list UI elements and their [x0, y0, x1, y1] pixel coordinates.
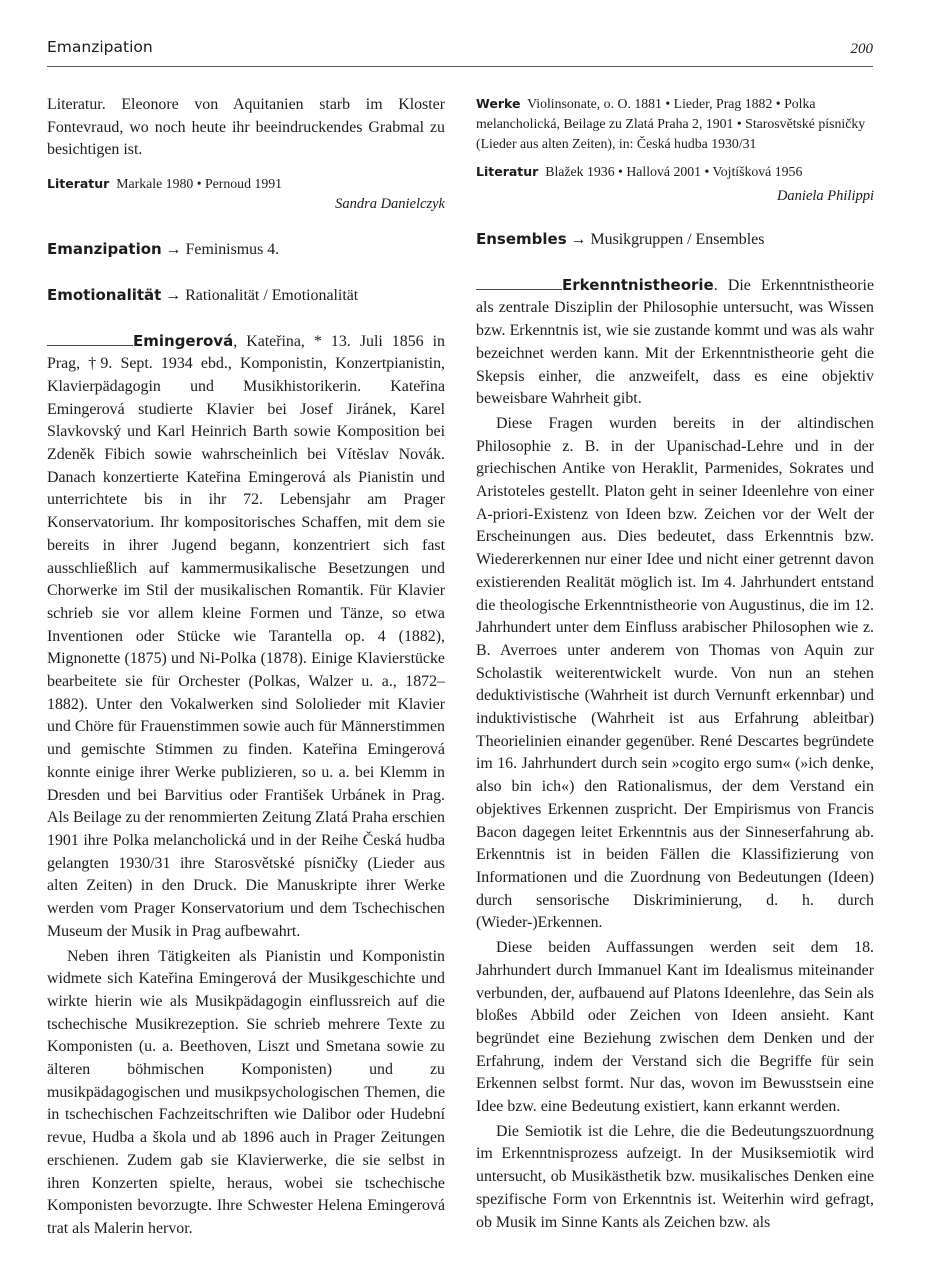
- entry-paragraph: Diese Fragen wurden bereits in der altindischen Philosophie z. B. in der Upanischad-Lehre und in der griechischen Antike von Heraklit, Parmenides, Sokrates und Aristoteles gestellt. Platon geht in seiner Ideenlehre von einer A-priori-Existenz von Ideen bzw. Zeichen vor der Welt der Erscheinungen aus. Dies bedeutet, dass Erkenntnis bzw. Wiedererkennen nur einer Idee und nicht einer getrennt davon existierenden Realität möglich ist. Im 4. Jahrhundert entstand die theologische Erkenntnistheorie von Augustinus, die im 12. Jahrhundert unter dem Einfluss arabischer Philosophen wie z. B. Averroes unter anderem von Thomas von Aquin zur Scholastik weiterentwickelt wurde. Von nun an stehen deduktivistische (Wahrheit ist durch Vernunft erkennbar) und induktivistische (Wahrheit ist aus Erfahrung ableitbar) Theorielinien einander gegenüber. René Descartes begründete im 16. Jahrhundert durch sein »cogito ergo sum« (»ich denke, also bin ich«) den Rationalismus, der dem Verstand ein objektives Erkennen zuspricht. Der Empirismus von Francis Bacon dagegen leitet Erkenntnis aus der Sinneserfahrung ab. Erkenntnis ist in beiden Fällen die Klassifizierung von Informationen und die Zuordnung von Bedeutungen (Ideen) durch sensorische Diskriminierung, d. h. durch (Wieder-)Erkennen.: [476, 414, 874, 932]
- entry-text: . Die Erkenntnistheorie als zentrale Disziplin der Philosophie untersucht, was Wissen bzw. Erkenntnis ist, wie sie zustande kommt und was als wahr bezeichnet werden kann. Mit der Erkenntnistheorie geht die Skepsis einher, die anzweifelt, dass es eine objektiv beweisbare Wahrheit gibt.: [476, 276, 874, 408]
- entry-paragraph: [47, 330, 445, 944]
- article-author: Daniela Philippi: [776, 188, 874, 204]
- cross-reference: [47, 238, 445, 262]
- works-line: [476, 94, 874, 154]
- entry-lead-rule: [47, 345, 133, 346]
- cross-reference: [476, 228, 874, 252]
- header-rule: [47, 66, 873, 67]
- entry-lead-rule: [476, 289, 562, 290]
- entry-headword: Erkenntnistheorie: [562, 275, 714, 294]
- right-column: [476, 94, 874, 1234]
- xref-headword: Ensembles: [476, 230, 567, 248]
- entry-paragraph: Die Semiotik ist die Lehre, die die Bedeutungszuordnung im Erkenntnisprozess aufzeigt. In der Musiksemiotik wird untersucht, ob Musikästhetik bzw. musikalisches Denken eine spezifische Form von Erkenntnis ist. Weiterhin wird gefragt, ob Musik im Sinne Kants als Zeichen bzw. als: [476, 1122, 874, 1231]
- entry-paragraph: Diese beiden Auffassungen werden seit dem 18. Jahrhundert durch Immanuel Kant im Idealismus miteinander verbunden, der, aufbauend auf Platons Ideenlehre, das Sein als bloßes Abbild oder Zeichen von Ideen ansieht. Kant begründet eine Beziehung zwischen dem Denken und der Erfahrung, indem der Verstand sich die Begriffe für sein Erkennen selbst formt. Nur das, wovon im Bewusstsein eine Idee bzw. eine Bedeutung existiert, kann erkannt werden.: [476, 939, 874, 1116]
- article-author: Sandra Danielczyk: [335, 196, 445, 213]
- left-column: [47, 94, 445, 1241]
- page-number: 200: [850, 41, 873, 57]
- works-label: Werke: [476, 96, 521, 111]
- literature-label: Literatur: [47, 176, 110, 192]
- cross-reference: [47, 284, 445, 308]
- running-title: Emanzipation: [47, 38, 153, 56]
- xref-headword: Emotionalität: [47, 285, 162, 304]
- xref-target: → Musikgruppen / Ensembles: [570, 231, 765, 248]
- literature-label: Literatur: [476, 164, 539, 179]
- literature-text: Blažek 1936 • Hallová 2001 • Vojtíšková 1956: [545, 164, 803, 179]
- entry-paragraph: [476, 274, 874, 411]
- works-text: Violinsonate, o. O. 1881 • Lieder, Prag 1882 • Polka melancholická, Beilage zu Zlatá Praha 2, 1901 • Starosvětské písničky (Lieder aus alten Zeiten), in: Česká hudba 1930/31: [476, 96, 866, 151]
- xref-target: → Rationalität / Emotionalität: [165, 286, 359, 304]
- entry-text: , Kateřina, * 13. Juli 1856 in Prag, †9. Sept. 1934 ebd., Komponistin, Konzertpianistin, Klavierpädagogin und Musikhistorikerin. Kateřina Emingerová studierte Klavier bei Josef Jiránek, Karel Slavkovský und Karl Heinrich Barth sowie Komposition bei Zdeněk Fibich sowie wahrscheinlich bei Vítĕslav Novák. Danach konzertierte Kateřina Emingerová als Pianistin und unterrichtete bis in ihr 72. Lebensjahr am Prager Konservatorium. Ihr kompositorisches Schaffen, mit dem sie bereits in ihrer Jugend begann, konzentriert sich fast ausschließlich auf kammermusikalische Besetzungen und Chorwerke im Stil der musikalischen Romantik. Für Klavier schrieb sie vor allem kleine Formen und Tänze, so etwa Inventionen oder Stücke wie Tarantella op. 4 (1882), Mignonette (1875) und Ni-Polka (1878). Einige Klavierstücke bearbeitete sie für Orchester (Polkas, Walzer u. a., 1872–1882). Unter den Vokalwerken sind Sololieder mit Klavier und Chöre für Frauenstimmen sowie auch für Männerstimmen und gemischte Stimmen zu finden. Kateřina Emingerová konnte einige ihrer Werke publizieren, so u. a. bei Klemm in Dresden und bei Barvitius oder František Urbánek in Prag. Als Beilage zu der renommierten Zeitung Zlatá Praha erschien 1901 ihre Polka melancholická und in der Reihe Česká hudba gelangten 1930/31 ihre Starosvětské písničky (Lieder aus alten Zeiten) in den Druck. Die Manuskripte ihrer Werke werden vom Prager Konservatorium und dem Tschechischen Museum der Musik in Prag aufbewahrt.: [47, 332, 445, 940]
- literature-line: [47, 174, 445, 194]
- entry-paragraph: Neben ihren Tätigkeiten als Pianistin und Komponistin widmete sich Kateřina Emingerová der Musikgeschichte und wirkte hierin wie als Musikpädagogin einflussreich auf die tschechische Musikrezeption. Sie schrieb mehrere Texte zu Komponisten (u. a. Beethoven, Liszt und Smetana sowie zu älteren böhmischen Komponisten) und zu musikpädagogischen und musikpsychologischen Themen, die in tschechischen Fachzeitschriften wie Dalibor oder Hudební revue, Hudba a škola und ab 1896 auch in Prager Zeitungen erschienen. Zudem gab sie Klavierwerke, die sie selbst in ihren Konzerten spielte, heraus, wobei sie tschechische Komponisten bevorzugte. Ihre Schwester Helena Emingerová trat als Malerin hervor.: [47, 947, 445, 1237]
- literature-line: [476, 162, 874, 182]
- entry-headword: Emingerová: [133, 331, 234, 350]
- running-head: [47, 38, 873, 62]
- intro-paragraph: Literatur. Eleonore von Aquitanien starb im Kloster Fontevraud, wo noch heute ihr beeindruckendes Grabmal zu besichtigen ist.: [47, 96, 445, 159]
- xref-target: → Feminismus 4.: [165, 241, 280, 259]
- literature-text: Markale 1980 • Pernoud 1991: [116, 176, 283, 192]
- xref-headword: Emanzipation: [47, 240, 162, 259]
